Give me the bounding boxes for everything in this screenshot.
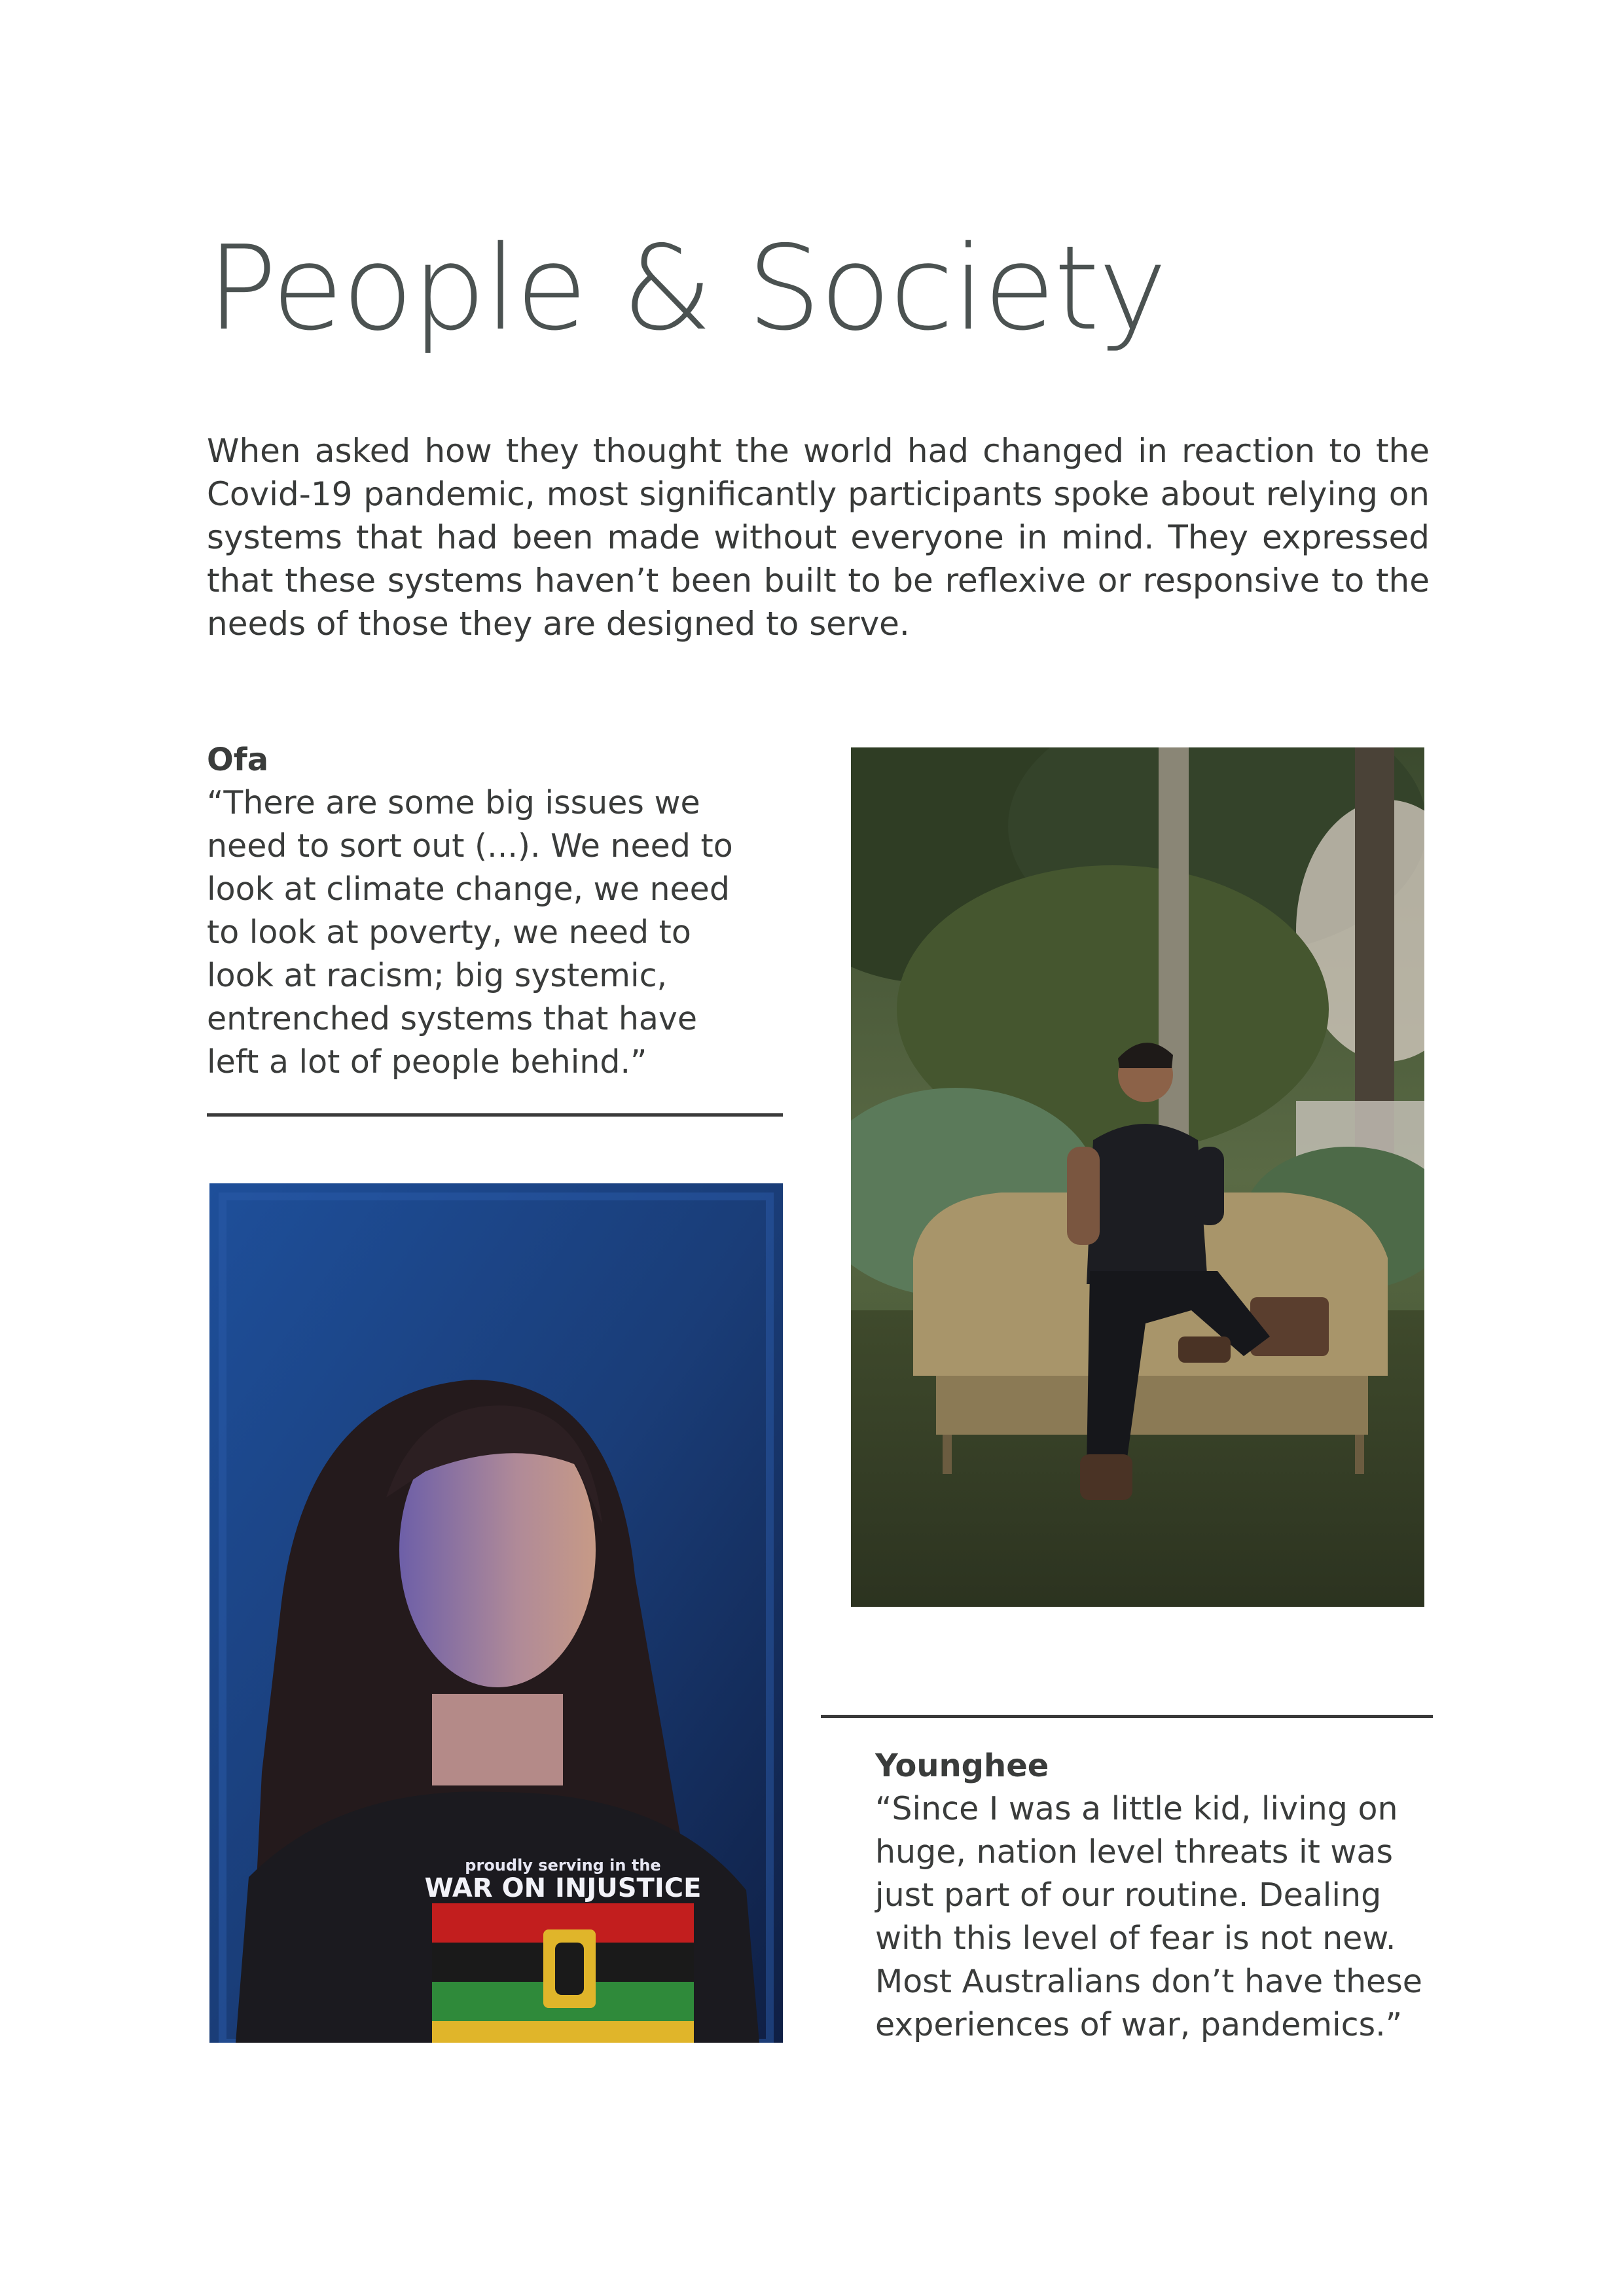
divider-ofa [207, 1113, 783, 1117]
quote-author-younghee: Younghee [875, 1748, 1049, 1784]
quote-text-younghee: “Since I was a little kid, living on huge, nation level threats it was just part of our routine. Dealing with this level of fear is not new. Most Australians don’t have these experiences of war, pandemics.” [875, 1790, 1422, 2043]
page-title: People & Society [207, 221, 1166, 356]
quote-text-ofa: “There are some big issues we need to sort out (...). We need to look at climate change, we need to look at poverty, we need to look at racism; big systemic, entrenched systems that have left a lot of people behind.” [207, 784, 733, 1081]
quote-ofa [207, 738, 783, 1084]
garden-portrait-image [851, 747, 1424, 1607]
intro-paragraph: When asked how they thought the world had changed in reaction to the Covid-19 pandemic, most significantly participants spoke about relying on systems that had been made without everyone in mind. They expressed that these systems haven’t been built to be reflexive or responsive to the needs of those they are designed to serve. [207, 432, 1430, 643]
shirt-print-line1: proudly serving in the [465, 1856, 661, 1874]
photo-blue-portrait [209, 1183, 783, 2043]
divider-younghee [821, 1715, 1433, 1718]
quote-younghee [875, 1744, 1438, 2047]
quote-author-ofa: Ofa [207, 742, 269, 778]
shirt-print-line2: WAR ON INJUSTICE [424, 1873, 702, 1903]
photo-garden-portrait [851, 747, 1424, 1607]
blue-portrait-image [209, 1183, 783, 2043]
